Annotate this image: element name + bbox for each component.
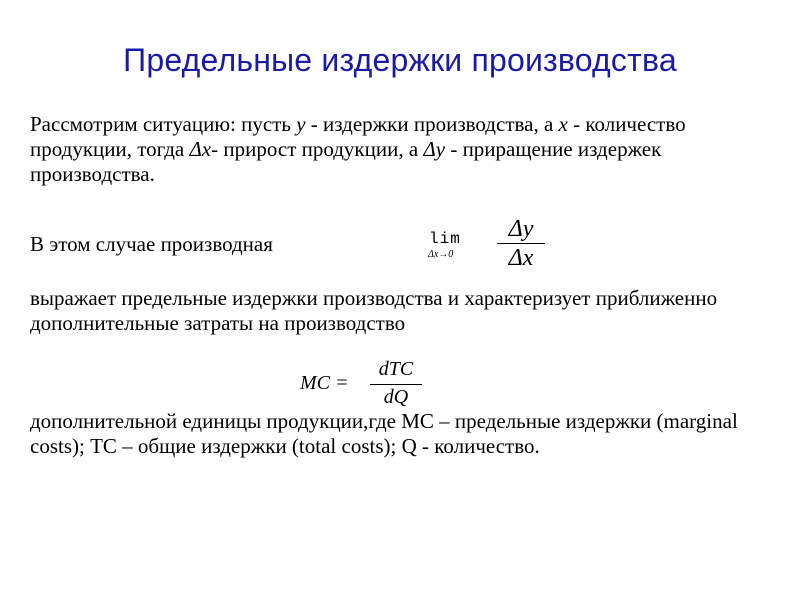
paragraph-definitions: дополнительной единицы продукции,где МС – предельные издержки (marginal costs); ТС – общие издержки (total costs); Q - количество. [30, 409, 738, 458]
limit-formula [425, 216, 545, 270]
paragraph-derivative: В этом случае производная [30, 232, 273, 256]
fraction-bar [497, 243, 545, 244]
lim-subscript: Δx→0 [428, 249, 454, 260]
variable-delta-x: Δх [189, 137, 212, 161]
fraction-bar [370, 384, 422, 385]
lim-numerator: Δy [508, 216, 534, 242]
variable-y: у [296, 112, 306, 136]
mc-denominator: dQ [383, 386, 409, 408]
intro-text-1: Рассмотрим ситуацию: пусть [30, 112, 297, 136]
intro-text-3: - количество продукции, тогда [30, 112, 686, 161]
mc-lhs: MC = [300, 372, 349, 394]
intro-text-5: - приращение издержек производства. [30, 137, 662, 186]
intro-text-4: - прирост продукции, а [211, 137, 424, 161]
paragraph-intro [30, 112, 775, 187]
paragraph-expresses: выражает предельные издержки производства и характеризует приближенно дополнительные затраты на производство [30, 286, 718, 335]
intro-text-2: - издержки производства, а [305, 112, 559, 136]
slide-title: Предельные издержки производства [123, 42, 677, 78]
mc-numerator: dTC [378, 358, 414, 380]
lim-operator: lim [429, 230, 461, 248]
variable-x: х [558, 112, 568, 136]
variable-delta-y: Δу [423, 137, 446, 161]
lim-denominator: Δx [508, 245, 534, 271]
